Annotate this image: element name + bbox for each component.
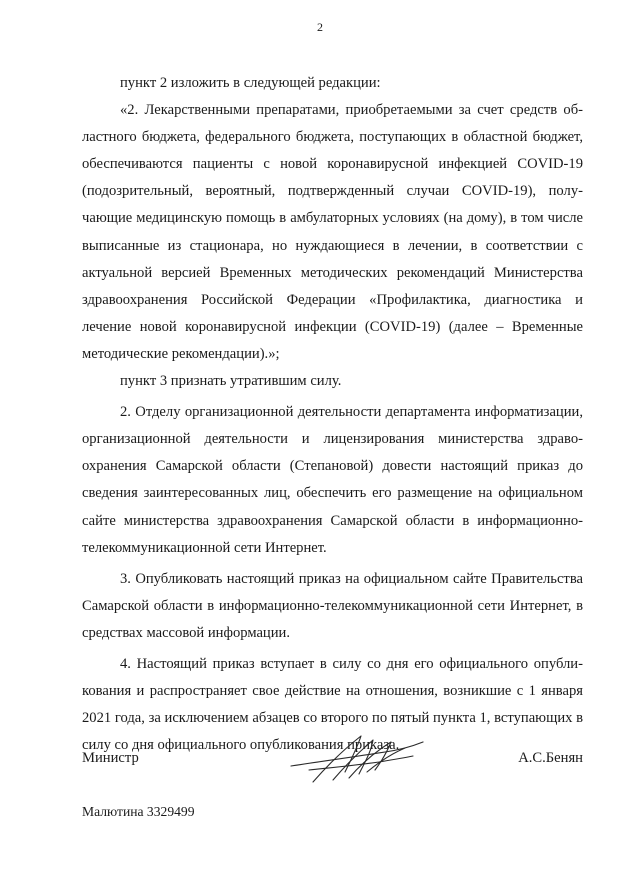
page-number: 2 <box>317 20 323 34</box>
signatory-name: А.С.Бенян <box>518 750 583 766</box>
paragraph-2: «2. Лекарственными препаратами, приобретаемыми за счет средств областного бюджета, федерального бюджета, поступающих в областной бюджет, обеспечиваются пациенты с новой коронавирусной инфекцией COVID-19 (подозрительный, вероятный, подтвержденный случаи COVID-19), получающие медицинскую помощь в амбулаторных условиях (на дому), в том числе выписанные из стационара, но нуждающиеся в лечении, в соответствии с актуальной версией Временных методических рекомендаций Министерства здравоохранения Российской Федерации «Профилактика, диагностика и лечение новой коронавирусной инфекции (COVID-19) (далее – Временные методические рекомендации).»; <box>82 102 583 362</box>
paragraph-1: пункт 2 изложить в следующей редакции: <box>120 75 381 91</box>
signature-block <box>82 736 583 784</box>
signatory-title: Министр <box>82 750 139 766</box>
paragraph-3: пункт 3 признать утратившим силу. <box>120 373 342 390</box>
paragraph-6: 4. Настоящий приказ вступает в силу со дня его официального опубликования и распространяет свое действие на отношения, возникшие с 1 января 2021 года, за исключением абзацев со второго по пятый пункта 1, вступающих в силу со дня официального опубликования приказа. <box>82 655 583 754</box>
executor-contact: Малютина 3329499 <box>82 804 195 819</box>
handwritten-signature <box>287 732 427 786</box>
paragraph-5: 3. Опубликовать настоящий приказ на официальном сайте Правительства Самарской области в информационно-телекоммуникационной сети Интернет, в средствах массовой информации. <box>82 570 583 641</box>
paragraph-4: 2. Отделу организационной деятельности департамента информатизации, организационной деятельности и лицензирования министерства здравоохранения Самарской области (Степановой) довести настоящий приказ до сведения заинтересованных лиц, обеспечить его размещение на официальном сайте министерства здравоохранения Самарской области в информационно-телекоммуникационной сети Интернет. <box>82 404 583 556</box>
document-body <box>82 70 583 759</box>
